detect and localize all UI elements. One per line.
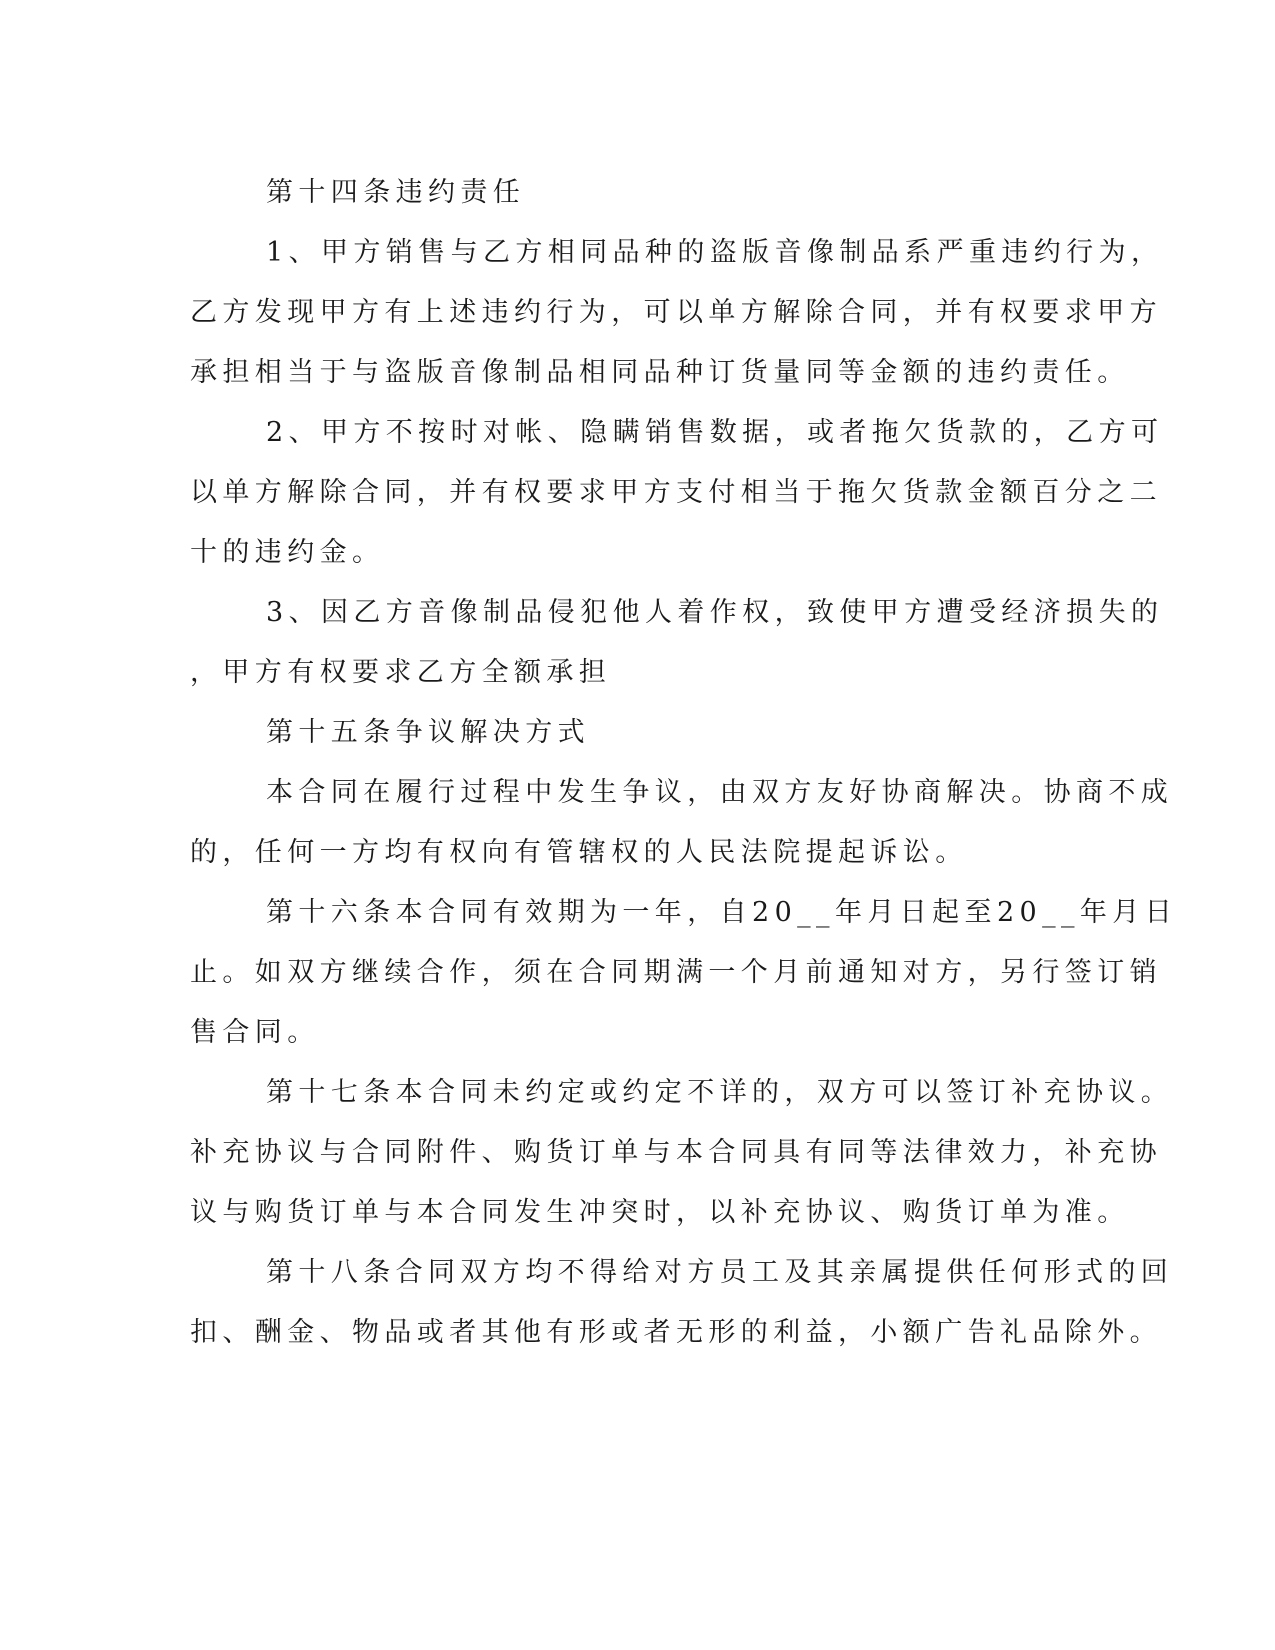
paragraph-line: 乙方发现甲方有上述违约行为，可以单方解除合同，并有权要求甲方 [190,297,1162,328]
paragraph-line: 本合同在履行过程中发生争议，由双方友好协商解决。协商不成 [266,777,1174,808]
paragraph-line: 的，任何一方均有权向有管辖权的人民法院提起诉讼。 [190,837,968,868]
paragraph-line: ，甲方有权要求乙方全额承担 [190,657,612,688]
heading-article-14: 第十四条违约责任 [266,177,526,208]
paragraph-line: 以单方解除合同，并有权要求甲方支付相当于拖欠货款金额百分之二 [190,477,1162,508]
paragraph-line: 第十七条本合同未约定或约定不详的，双方可以签订补充协议。 [266,1077,1174,1108]
heading-article-15: 第十五条争议解决方式 [266,717,590,748]
paragraph-line: 议与购货订单与本合同发生冲突时，以补充协议、购货订单为准。 [190,1197,1130,1228]
paragraph-line: 扣、酬金、物品或者其他有形或者无形的利益，小额广告礼品除外。 [190,1317,1162,1348]
paragraph-line: 补充协议与合同附件、购货订单与本合同具有同等法律效力，补充协 [190,1137,1162,1168]
paragraph-line: 1、甲方销售与乙方相同品种的盗版音像制品系严重违约行为， [266,237,1164,268]
paragraph-line: 售合同。 [190,1017,320,1048]
paragraph-line: 十的违约金。 [190,537,385,568]
document-body [190,163,1178,1363]
paragraph-line: 第十六条本合同有效期为一年，自20__年月日起至20__年月日 [266,897,1178,928]
paragraph-line: 2、甲方不按时对帐、隐瞒销售数据，或者拖欠货款的，乙方可 [266,417,1164,448]
paragraph-line: 止。如双方继续合作，须在合同期满一个月前通知对方，另行签订销 [190,957,1162,988]
paragraph-line: 第十八条合同双方均不得给对方员工及其亲属提供任何形式的回 [266,1257,1174,1288]
paragraph-line: 3、因乙方音像制品侵犯他人着作权，致使甲方遭受经济损失的 [266,597,1164,628]
paragraph-line: 承担相当于与盗版音像制品相同品种订货量同等金额的违约责任。 [190,357,1130,388]
